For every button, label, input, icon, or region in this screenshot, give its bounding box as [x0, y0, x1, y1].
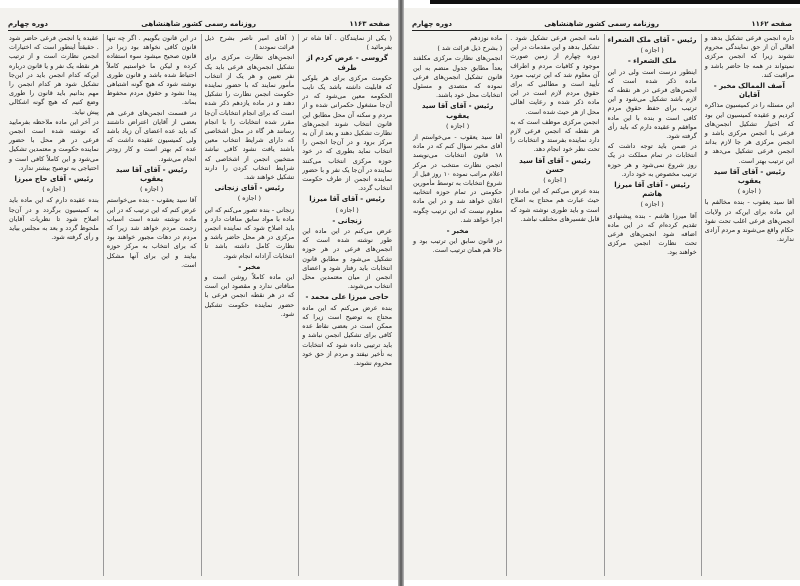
paragraph: بنده عرض می‌کنم که این ماده از حیث عبارت هم محتاج به اصلاح است و باید طوری نوشته شود که قابل تفسیرهای مختلف نباشد.: [510, 187, 600, 223]
speaker-heading: مخبر -: [238, 262, 261, 271]
gazette-title: روزنامه رسمی کشور شاهنشاهی: [141, 20, 257, 28]
speaker-heading: ملک الشعراء -: [627, 57, 677, 66]
paragraph: در قانون سابق این ترتیب بود و حالا هم همان ترتیب است.: [413, 237, 503, 255]
paragraph: حکومت مرکزی برای هر بلوکی که قابلیت داشته باشد یک نایب الحکومه معین می‌شود که در آن‌جا مشغول حکمرانی شده و از مردم و سکنه آن محل مطابق این قانون انتخاب شوند انجمن‌های نظارت تشکیل دهند و بعد از آن به مرکز برود و در آن‌جا انجمن را انتخاب نماید بطوری که در خود حوزه مرکزی انتخاب می‌کنند نماینده در آن‌جا یک نفر و با حضور نماینده انجمن از طرف حکومت انتخاب گردد.: [302, 73, 392, 193]
paragraph: انجمن‌های نظارت مرکزی مکلفند بعداً مطابق جدول منضم به این قانون تشکیل انجمن‌های فرعی نموده که متصدی و مسئول انتخابات محل خود باشند.: [413, 54, 503, 100]
paragraph: ( بشرح ذیل قرائت شد ): [437, 44, 503, 53]
paragraph: ( یکی از نمایندگان . آقا شاه تر بفرمائید ): [302, 34, 392, 52]
speaker-heading: زنجانی -: [332, 216, 362, 225]
columns: [6, 34, 392, 576]
speaker-heading: رئیس - آقای آقا سید یعقوب: [713, 167, 786, 186]
speaker-heading: آصف الممالک مخبر - آقایان: [713, 82, 785, 100]
paragraph: نامه انجمن فرعی تشکیل شود . تشکیل بدهد و این مقدمات در این دوره چهارم از زمین صورت موجود و کافیات مردم و اطراف آن معلوم شد که این ترتیب مورد تأیید است و مطالبی که برای حقوق مردم لازم است در این ماده ذکر شده و رعایت اهالی محل از هر حیث شده است.: [510, 34, 600, 116]
permission-note: ( اجازه ): [335, 205, 359, 214]
text-column: [201, 34, 295, 576]
text-column: [410, 34, 502, 576]
speaker-heading: رئیس - آقای آقا میرزا: [309, 195, 385, 204]
permission-note: ( اجازه ): [543, 176, 567, 185]
speaker-heading: گروسی - عرض کردم از طرف: [306, 54, 388, 72]
paragraph: انجمن مرکزی موظف است که به هر نقطه که انجمن فرعی لازم دارد نماینده بفرستد و انتخابات را تحت نظر خود انجام دهد.: [510, 117, 600, 154]
paragraph: بنده عرض می‌کنم که این ماده محتاج به توضیح است زیرا که ممکن است در بعضی نقاط عده کافی برای تشکیل انجمن نباشد و باید ترتیبی داده شود که انتخابات به تأخیر نیفتد و مردم از حق خود محروم نشوند.: [302, 303, 392, 367]
term-label: دوره چهارم: [8, 20, 48, 28]
paragraph: انجمن‌های نظارت مرکزی برای تشکیل انجمن‌های فرعی باید یک نفر تعیین و هر یک از انتخاب مأمور نمایند که با حضور نماینده حکومت انجمن نظارت را تشکیل دهند و در ماده یازدهم ذکر شده است که برای انجام انتخابات آن‌جا مقرر شده انتخابات را با انجام رسانند هر گاه در محل اشخاصی که دارای شرایط انتخاب معین باشند یافت نشود کافی نباشد منتخبین انجمن از اشخاصی که شرایط انتخاب کردن را دارند تشکیل خواهند شد.: [204, 53, 295, 182]
speaker-heading: رئیس - آقای حاج میرزا: [14, 175, 94, 184]
page-number: صفحه ۱۱۶۳: [349, 20, 390, 28]
paragraph: عرض می‌کنم در این ماده این طور نوشته شده است که انجمن‌های فرعی در هر حوزه تشکیل می‌شود و مطابق قانون انتخابات باید رفتار شود و اعضای انجمن از میان معتمدین محل انتخاب می‌شوند.: [302, 227, 392, 291]
paragraph: آقا سید یعقوب - می‌خواستم از آقای مخبر سؤال کنم که در ماده ۱۸ قانون انتخابات می‌نویسد انجمن نظارت منتخب در مرکز اعلام مراتب نموده ۱۰ روز قبل از شروع انتخابات به توسط مأمورین حکومتی در تمام حوزه انتخابیه اعلان خواهد شد و در این ماده معلوم نیست که این ترتیب چگونه اجرا خواهد شد.: [413, 133, 503, 224]
speaker-heading: رئیس - آقای آقا میرزا هاشم: [614, 181, 690, 199]
right-page: [404, 8, 800, 580]
permission-note: ( اجازه ): [640, 46, 664, 55]
page-header: [8, 14, 390, 31]
permission-note: ( اجازه ): [140, 185, 164, 194]
speaker-heading: حاجی میرزا علی محمد -: [305, 293, 389, 302]
left-page: [0, 8, 398, 580]
paragraph: در آخر این ماده ملاحظه بفرمایید که نوشته شده است انجمن فرعی در هر محل با حضور نماینده حکومت و معتمدین تشکیل می‌شود و این کاملاً کافی است و احتیاجی به توضیح بیشتر ندارد.: [9, 117, 99, 172]
speaker-heading: رئیس - آقای ملک الشعراء: [607, 36, 697, 44]
permission-note: ( اجازه ): [237, 194, 261, 203]
permission-note: ( اجازه ): [42, 185, 66, 194]
speaker-heading: رئیس - آقای زنجانی: [214, 184, 285, 193]
paragraph: ( آقای امیر ناصر بشرح ذیل قرائت نمودند ): [204, 34, 295, 52]
text-column: [6, 34, 99, 576]
page-header: [412, 14, 792, 31]
gazette-title: روزنامه رسمی کشور شاهنشاهی: [544, 20, 660, 28]
permission-note: ( اجازه ): [640, 200, 664, 209]
term-label: دوره چهارم: [412, 20, 452, 28]
permission-note: ( اجازه ): [446, 121, 470, 130]
text-column: [298, 34, 392, 576]
permission-note: ( اجازه ): [737, 187, 761, 196]
paragraph: آقا میرزا هاشم - بنده پیشنهادی تقدیم کرده‌ام که در این ماده اضافه شود انجمن‌های فرعی تحت نظارت انجمن مرکزی خواهند بود.: [607, 211, 697, 257]
paragraph: در قسمت انجمن‌های فرعی هم بعضی از آقایان اعتراض داشتند که باید عده اعضای آن زیاد باشد ولی کمیسیون عقیده داشت که عده کم بهتر است و کار زودتر انجام می‌شود.: [106, 108, 197, 163]
text-column: [604, 34, 697, 576]
paragraph: آقا سید یعقوب - بنده مخالفم با این ماده برای این‌که در ولایات انجمن‌های فرعی اغلب تحت نفوذ حکام واقع می‌شوند و مردم آزادی ندارند.: [704, 198, 794, 244]
speaker-heading: رئیس - آقای آقا سید یعقوب: [115, 165, 188, 184]
columns: [410, 34, 794, 576]
paragraph: اینطور درست است ولی در این ماده ذکر شده است که انجمن‌های فرعی در هر نقطه که لازم باشد تشکیل می‌شود و این ترتیب برای حفظ حقوق مردم کافی است و بنده با این ماده موافقم و عقیده دارم که باید رأی گرفته شود.: [607, 67, 697, 141]
paragraph: در این قانون بگوییم . اگر چه تنها قانون کافی نخواهد بود زیرا در قانون صحیح میشود سوء استفاده کرده و لیکن ما خواستیم کاملاً احتیاط شده باشد و قانون طوری نوشته شود که هیچ گونه اشتباهی پیدا نشود و حقوق مردم محفوظ بماند.: [106, 34, 197, 107]
paragraph: این ماده کاملاً روشن است و منافاتی ندارد و مقصود این است که در هر نقطه انجمن فرعی با حضور نماینده حکومت تشکیل شود.: [204, 273, 295, 318]
scan-edge: [430, 0, 800, 4]
paragraph: در ضمن باید توجه داشت که انتخابات در تمام مملکت در یک روز شروع نمی‌شود و هر حوزه ترتیب مخصوص به خود دارد.: [607, 142, 697, 178]
speaker-heading: مخبر -: [446, 227, 469, 236]
text-column: [701, 34, 794, 576]
paragraph: ماده نوزدهم: [470, 34, 503, 42]
page-number: صفحه ۱۱۶۲: [751, 20, 792, 28]
paragraph: داره انجمن فرعی تشکیل بدهد و اهالی آن از حق نمایندگی محروم نشوند زیرا که انجمن مرکزی نمیتواند در همه جا حاضر باشد و مراقبت کند.: [704, 34, 794, 79]
text-column: [103, 34, 197, 576]
paragraph: آقا سید یعقوب - بنده می‌خواستم عرض کنم که این ترتیب که در این ماده نوشته شده است اسباب زحمت مردم خواهد شد زیرا که مردم در دهات مجبور خواهند بود که برای انتخاب به مرکز حوزه بیایند و این برای آنها مشکل است.: [106, 196, 197, 269]
speaker-heading: رئیس - آقای آقا سید حسن: [519, 156, 591, 174]
paragraph: زنجانی - بنده تصور می‌کنم که این ماده با مواد سابق منافات دارد و باید اصلاح شود که نماینده انجمن مرکزی در هر محل حاضر باشد و نظارت کامل داشته باشد تا انتخابات آزادانه انجام شود.: [204, 205, 295, 260]
paragraph: بنده عقیده دارم که این ماده باید به کمیسیون برگردد و در آن‌جا اصلاح شود تا نظریات آقایان ملحوظ گردد و بعد به مجلس بیاید و رأی گرفته شود.: [9, 196, 99, 242]
speaker-heading: رئیس - آقای آقا سید یعقوب: [421, 102, 494, 120]
text-column: [506, 34, 599, 576]
paragraph: عقیده یا انجمن فرعی حاضر شود . حقیقتاً اینطور است که اختیارات انجمن نظارت است و از ترتیب هر نقطه یک نفر و یا قانون درباره این‌که کدام انجمن باید در این‌جا تشکیل شود هر کدام انجمن را مهم بدانیم باید قانون را طوری وضع کنیم که هیچ گونه اشکالی پیش نیاید.: [9, 34, 99, 116]
paragraph: این مسئله را در کمیسیون مذاکره کردیم و عقیده کمیسیون این بود که اختیار تشکیل انجمن‌های فرعی با انجمن مرکزی باشد و انجمن مرکزی هر جا لازم بداند انجمن فرعی تشکیل می‌دهد و این ترتیب بهتر است.: [704, 101, 794, 165]
